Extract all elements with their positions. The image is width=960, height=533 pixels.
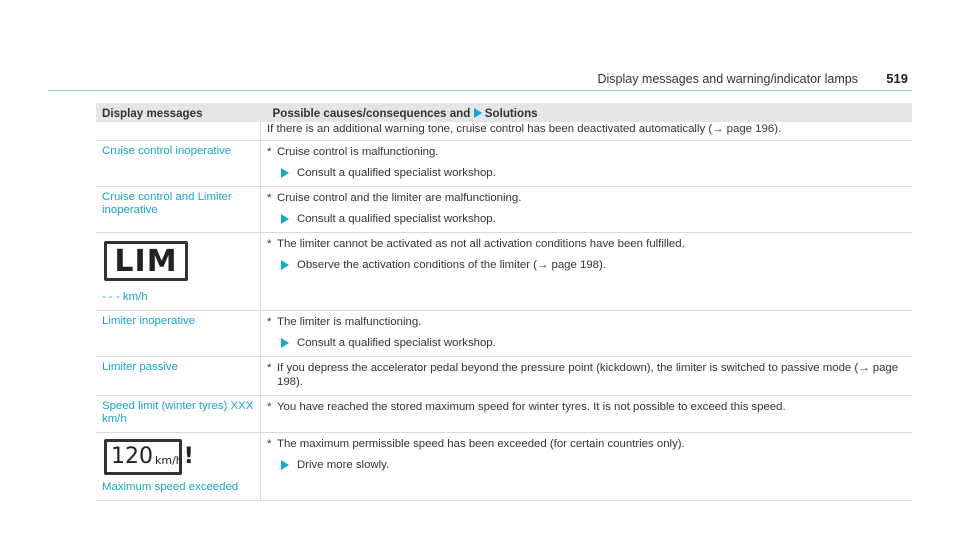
exclamation-icon: ! xyxy=(183,444,194,469)
action-text: Consult a qualified specialist workshop. xyxy=(297,337,496,349)
cause-cell xyxy=(261,396,913,433)
cause-text: The maximum permissible speed has been exceeded (for certain countries only). xyxy=(277,438,685,450)
action-arrow-icon xyxy=(281,338,289,348)
bullet-mark: * xyxy=(267,146,272,158)
col-causes-header-label: Possible causes/consequences and xyxy=(272,107,471,120)
max-speed-number: 120 xyxy=(111,444,153,469)
message-cruise-control-inoperative: Cruise control inoperative xyxy=(96,141,261,187)
action-arrow-icon xyxy=(281,214,289,224)
action-arrow-icon xyxy=(281,168,289,178)
cause-cell xyxy=(261,357,913,396)
action-text: Drive more slowly. xyxy=(297,459,390,471)
cause-cell xyxy=(261,233,913,311)
message-speed-limit-winter-tyres: Speed limit (winter tyres) XXX km/h xyxy=(96,396,261,433)
table-row xyxy=(96,187,912,233)
bullet-mark: * xyxy=(267,238,272,250)
bullet-mark: * xyxy=(267,362,272,374)
max-speed-unit: km/h xyxy=(155,454,183,467)
message-limiter-symbol-cell xyxy=(96,233,261,311)
cause-cell xyxy=(261,187,913,233)
message-limiter-speed: - - - km/h xyxy=(102,291,148,303)
cause-cell xyxy=(261,433,913,501)
cause-text: Cruise control and the limiter are malfunctioning. xyxy=(277,192,522,204)
col-solutions-header-label: Solutions xyxy=(484,107,538,120)
cause-text: You have reached the stored maximum speed for winter tyres. It is not possible to exceed this speed. xyxy=(277,401,786,413)
header-rule xyxy=(48,90,912,91)
lim-symbol-icon: LIM xyxy=(104,241,188,281)
bullet-mark: * xyxy=(267,438,272,450)
table-header-row xyxy=(96,103,912,122)
intro-row xyxy=(96,122,912,141)
cause-cell xyxy=(261,311,913,357)
action-text: Consult a qualified specialist workshop. xyxy=(297,213,496,225)
col-display-messages-header: Display messages xyxy=(96,103,261,122)
cause-text: The limiter is malfunctioning. xyxy=(277,316,422,328)
max-speed-warning-icon xyxy=(104,439,194,475)
table-row xyxy=(96,141,912,187)
solutions-arrow-icon xyxy=(474,108,482,118)
display-messages-table xyxy=(96,103,912,501)
action-arrow-icon xyxy=(281,460,289,470)
table-row xyxy=(96,233,912,311)
intro-text: If there is an additional warning tone, cruise control has been deactivated automatically (→ page 196). xyxy=(261,122,913,141)
bullet-mark: * xyxy=(267,192,272,204)
bullet-mark: * xyxy=(267,316,272,328)
cause-text: Cruise control is malfunctioning. xyxy=(277,146,439,158)
message-limiter-inoperative: Limiter inoperative xyxy=(96,311,261,357)
cause-text: The limiter cannot be activated as not all activation conditions have been fulfilled. xyxy=(277,238,685,250)
col-causes-header xyxy=(261,103,913,122)
table-row xyxy=(96,357,912,396)
message-maximum-speed-exceeded: Maximum speed exceeded xyxy=(102,481,239,493)
action-text: Observe the activation conditions of the limiter (→ page 198). xyxy=(297,259,606,271)
cause-text: If you depress the accelerator pedal beyond the pressure point (kickdown), the limiter is switched to passive mode (→ page 198). xyxy=(277,362,899,388)
intro-empty-cell xyxy=(96,122,261,141)
table-row xyxy=(96,311,912,357)
page-number: 519 xyxy=(886,71,908,86)
table-row xyxy=(96,433,912,501)
running-header-title: Display messages and warning/indicator lamps xyxy=(597,72,858,86)
table-row xyxy=(96,396,912,433)
bullet-mark: * xyxy=(267,401,272,413)
action-arrow-icon xyxy=(281,260,289,270)
cause-cell xyxy=(261,141,913,187)
message-cruise-and-limiter-inoperative: Cruise control and Limiter inoperative xyxy=(96,187,261,233)
message-limiter-passive: Limiter passive xyxy=(96,357,261,396)
action-text: Consult a qualified specialist workshop. xyxy=(297,167,496,179)
message-max-speed-symbol-cell xyxy=(96,433,261,501)
